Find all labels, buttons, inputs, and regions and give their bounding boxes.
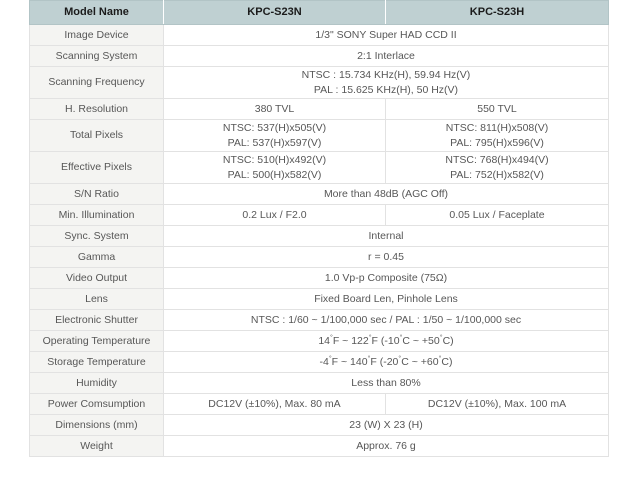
degree-symbol: ° xyxy=(438,355,442,363)
table-row xyxy=(30,25,609,46)
table-row xyxy=(30,152,609,184)
table-row xyxy=(30,184,609,205)
row-label: Min. Illumination xyxy=(30,205,164,226)
row-value-kpc-s23h: DC12V (±10%), Max. 100 mA xyxy=(386,394,609,415)
row-label: Storage Temperature xyxy=(30,352,164,373)
table-row xyxy=(30,120,609,152)
row-value-line: PAL: 500(H)x582(V) xyxy=(227,168,322,181)
table-row xyxy=(30,394,609,415)
degree-symbol: ° xyxy=(399,334,403,342)
row-value-line: PAL: 537(H)x597(V) xyxy=(227,136,322,149)
row-value-line: NTSC: 811(H)x508(V) xyxy=(445,122,549,135)
column-header-kpc-s23n: KPC-S23N xyxy=(164,1,386,25)
table-row xyxy=(30,46,609,67)
row-label: Scanning System xyxy=(30,46,164,67)
row-label: Weight xyxy=(30,436,164,457)
row-label: Operating Temperature xyxy=(30,331,164,352)
specification-table xyxy=(29,0,609,457)
row-value-line: PAL: 752(H)x582(V) xyxy=(450,168,544,181)
row-label: Scanning Frequency xyxy=(30,67,164,99)
column-header-kpc-s23h: KPC-S23H xyxy=(386,1,609,25)
row-value-shared: r = 0.45 xyxy=(164,247,609,268)
row-label: Electronic Shutter xyxy=(30,310,164,331)
row-label: Gamma xyxy=(30,247,164,268)
table-row xyxy=(30,99,609,120)
row-value-kpc-s23h: 550 TVL xyxy=(386,99,609,120)
row-label: Humidity xyxy=(30,373,164,394)
specification-table-body xyxy=(30,1,609,457)
row-label: Image Device xyxy=(30,25,164,46)
row-value-line: PAL : 15.625 KHz(H), 50 Hz(V) xyxy=(313,83,459,96)
column-header-model-name: Model Name xyxy=(30,1,164,25)
table-row xyxy=(30,268,609,289)
degree-symbol: ° xyxy=(330,334,333,342)
row-value-line: NTSC : 15.734 KHz(H), 59.94 Hz(V) xyxy=(301,69,471,82)
row-value-shared: Approx. 76 g xyxy=(164,436,609,457)
row-label: S/N Ratio xyxy=(30,184,164,205)
row-label: Power Comsumption xyxy=(30,394,164,415)
row-label: Effective Pixels xyxy=(30,152,164,184)
table-row xyxy=(30,436,609,457)
table-row xyxy=(30,331,609,352)
table-header-row xyxy=(30,1,609,25)
table-row xyxy=(30,205,609,226)
row-value-shared: 1/3" SONY Super HAD CCD II xyxy=(164,25,609,46)
table-row xyxy=(30,415,609,436)
row-value-kpc-s23h: 0.05 Lux / Faceplate xyxy=(386,205,609,226)
row-value-line: NTSC: 510(H)x492(V) xyxy=(222,154,327,167)
row-label: H. Resolution xyxy=(30,99,164,120)
row-value-kpc-s23n xyxy=(164,152,386,184)
degree-symbol: ° xyxy=(368,334,372,342)
row-value-shared: Less than 80% xyxy=(164,373,609,394)
row-value-shared: 23 (W) X 23 (H) xyxy=(164,415,609,436)
row-value-kpc-s23h xyxy=(386,120,609,152)
row-value-shared xyxy=(164,67,609,99)
row-value-shared: 14°F ~ 122°F (-10°C ~ +50°C) xyxy=(164,331,609,352)
row-label: Total Pixels xyxy=(30,120,164,152)
row-value-shared: 1.0 Vp-p Composite (75Ω) xyxy=(164,268,609,289)
degree-symbol: ° xyxy=(328,355,332,363)
row-value-kpc-s23n: 0.2 Lux / F2.0 xyxy=(164,205,386,226)
row-value-line: NTSC: 768(H)x494(V) xyxy=(445,154,549,167)
row-value-shared: Fixed Board Len, Pinhole Lens xyxy=(164,289,609,310)
row-label: Lens xyxy=(30,289,164,310)
row-value-line: PAL: 795(H)x596(V) xyxy=(450,136,544,149)
row-value-kpc-s23n xyxy=(164,120,386,152)
table-row xyxy=(30,226,609,247)
row-value-shared: 2:1 Interlace xyxy=(164,46,609,67)
degree-symbol: ° xyxy=(439,334,443,342)
row-label: Dimensions (mm) xyxy=(30,415,164,436)
row-value-shared: Internal xyxy=(164,226,609,247)
row-value-kpc-s23n: DC12V (±10%), Max. 80 mA xyxy=(164,394,386,415)
table-row xyxy=(30,67,609,99)
table-row xyxy=(30,247,609,268)
row-label: Video Output xyxy=(30,268,164,289)
row-value-line: NTSC: 537(H)x505(V) xyxy=(222,122,327,135)
row-label: Sync. System xyxy=(30,226,164,247)
row-value-shared: NTSC : 1/60 ~ 1/100,000 sec / PAL : 1/50 ~ 1/100,000 sec xyxy=(164,310,609,331)
specification-table-container xyxy=(29,0,608,457)
table-row xyxy=(30,373,609,394)
table-row xyxy=(30,289,609,310)
row-value-kpc-s23h xyxy=(386,152,609,184)
row-value-kpc-s23n: 380 TVL xyxy=(164,99,386,120)
row-value-shared: -4°F ~ 140°F (-20°C ~ +60°C) xyxy=(164,352,609,373)
table-row xyxy=(30,352,609,373)
degree-symbol: ° xyxy=(398,355,402,363)
row-value-shared: More than 48dB (AGC Off) xyxy=(164,184,609,205)
degree-symbol: ° xyxy=(367,355,371,363)
table-row xyxy=(30,310,609,331)
